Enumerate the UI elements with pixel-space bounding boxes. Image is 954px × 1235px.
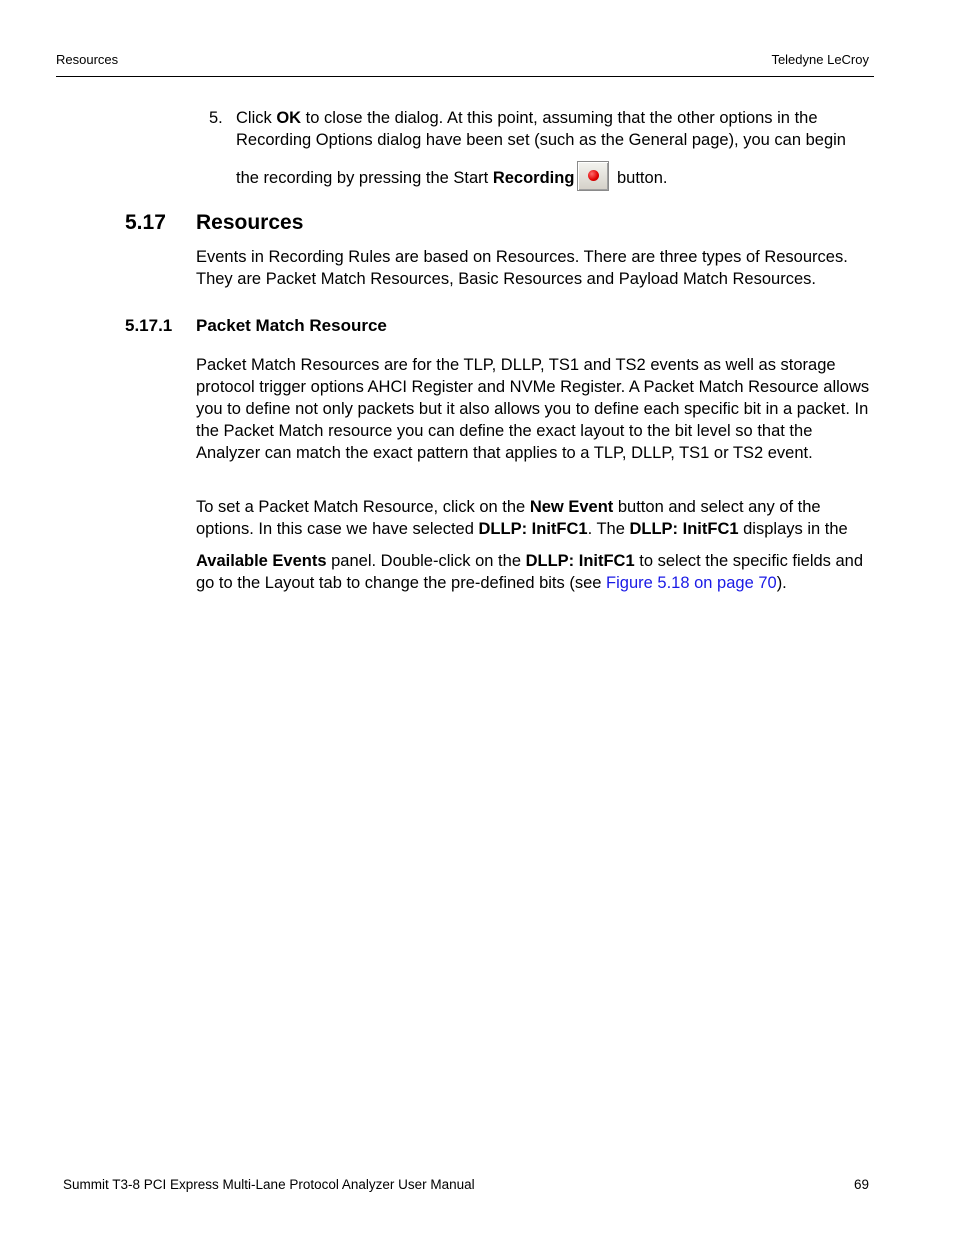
step-text-line — [236, 161, 667, 191]
text-run: . The — [587, 520, 630, 538]
step-text-part: button. — [612, 169, 668, 187]
subsection-title: Packet Match Resource — [196, 316, 387, 335]
text-run: ). — [776, 574, 787, 592]
step-text-part: the recording by pressing the Start — [236, 169, 493, 187]
step-text-part: Click — [236, 109, 277, 127]
figure-crossref-link[interactable]: Figure 5.18 on page 70 — [606, 574, 777, 592]
footer-manual-title: Summit T3-8 PCI Express Multi-Lane Protocol Analyzer User Manual — [63, 1177, 475, 1192]
bold-term: New Event — [529, 498, 614, 516]
recording-label: Recording — [492, 169, 575, 187]
bold-term: DLLP: InitFC1 — [525, 552, 635, 570]
section-intro: Events in Recording Rules are based on Resources. There are three types of Resources. They are Packet Match Resources, Basic Resources and Payload Match Resources. — [196, 248, 848, 288]
record-dot-icon — [588, 170, 599, 181]
step-text-part: to close the dialog. At this point, assuming that the other options in the Recording Options dialog have been set (such as the General page), you can begin — [236, 109, 846, 149]
ok-label: OK — [276, 109, 302, 127]
text-run: displays in the — [738, 520, 848, 538]
header-rule — [56, 76, 874, 77]
paragraph-packet-match: Packet Match Resources are for the TLP, DLLP, TS1 and TS2 events as well as storage protocol trigger options AHCI Register and NVMe Register. A Packet Match Resource allows you to define not only packets but it also allows you to define each specific bit in a packet. In the Packet Match resource you can define the exact layout to the bit level so that the Analyzer can match the exact pattern that applies to a TLP, DLLP, TS1 or TS2 event. — [196, 356, 870, 462]
running-header-section: Resources — [56, 52, 119, 67]
section-title: Resources — [196, 211, 304, 234]
step-text — [236, 107, 866, 151]
step-number: 5. — [209, 109, 223, 127]
section-number: 5.17 — [125, 211, 166, 234]
bold-term: DLLP: InitFC1 — [478, 520, 588, 538]
text-run: button and select any of the options. In this case we have selected — [196, 498, 821, 538]
text-run: to select the specific fields and go to the Layout tab to change the pre-defined bits (see — [196, 552, 864, 592]
running-header-company: Teledyne LeCroy — [771, 52, 869, 67]
bold-term: DLLP: InitFC1 — [629, 520, 739, 538]
paragraph-available-events — [196, 550, 876, 594]
text-run: To set a Packet Match Resource, click on the — [196, 498, 530, 516]
text-run: panel. Double-click on the — [326, 552, 526, 570]
subsection-number: 5.17.1 — [125, 316, 173, 335]
bold-term: Available Events — [196, 552, 327, 570]
paragraph-set-resource — [196, 496, 876, 540]
record-button-icon — [577, 161, 609, 191]
page-number: 69 — [853, 1177, 869, 1192]
